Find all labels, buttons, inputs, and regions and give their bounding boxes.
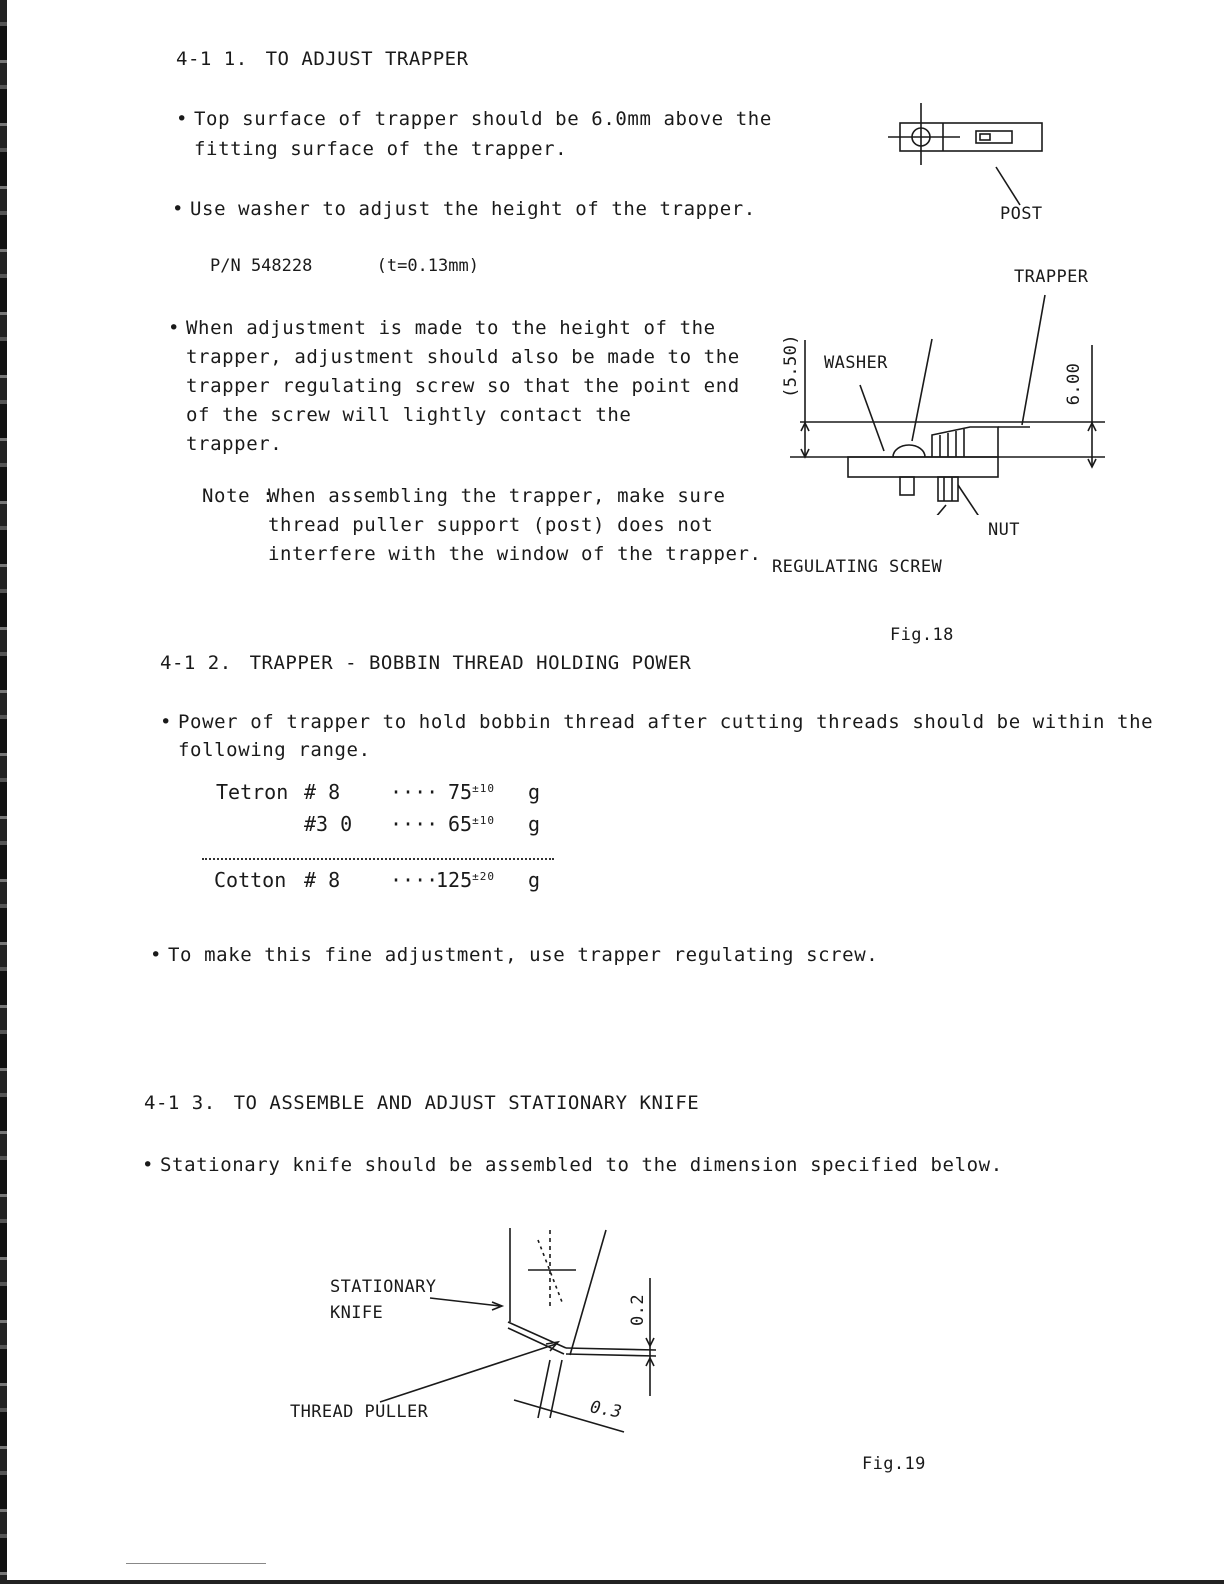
row-unit: g bbox=[528, 868, 541, 892]
text-line: interfere with the window of the trapper. bbox=[268, 543, 762, 565]
trapper-body-leader bbox=[912, 339, 932, 441]
text-line: following range. bbox=[178, 739, 371, 761]
text-line: • Power of trapper to hold bobbin thread after cutting threads should be within the bbox=[178, 711, 1154, 733]
text-line: • Top surface of trapper should be 6.0mm above the bbox=[194, 108, 772, 130]
trapper-window bbox=[976, 131, 1012, 143]
paragraph-washer bbox=[190, 194, 756, 224]
row-material: Tetron bbox=[216, 780, 289, 804]
section-number: 4-1 3. bbox=[144, 1092, 216, 1114]
text-line: STATIONARY bbox=[330, 1277, 437, 1297]
trapper-body bbox=[932, 427, 998, 457]
row-dots: ···· bbox=[390, 868, 439, 892]
label-thread-puller: THREAD PULLER bbox=[290, 1402, 429, 1422]
row-value: 75 bbox=[448, 780, 473, 804]
text-line: of the screw will lightly contact the bbox=[186, 404, 632, 426]
row-size: # 8 bbox=[304, 868, 341, 892]
note-label: Note : bbox=[202, 485, 275, 507]
knife-right-edge bbox=[570, 1230, 606, 1355]
row-unit: g bbox=[528, 812, 541, 836]
label-stationary-knife bbox=[330, 1274, 436, 1326]
text-line: • Stationary knife should be assembled to the dimension specified below. bbox=[160, 1154, 1003, 1176]
paragraph-stationary-knife bbox=[160, 1150, 1003, 1180]
text-line: thread puller support (post) does not bbox=[268, 514, 714, 536]
part-thickness: (t=0.13mm) bbox=[376, 256, 479, 276]
paragraph-regulating-screw bbox=[186, 314, 740, 459]
dim-0-3-ext-right bbox=[550, 1360, 562, 1418]
text-line: • Use washer to adjust the height of the trapper. bbox=[190, 198, 756, 220]
label-dim-horizontal: 0.3 bbox=[588, 1397, 624, 1423]
fig18-drawing bbox=[760, 95, 1130, 515]
section-title: TO ADJUST TRAPPER bbox=[265, 48, 469, 70]
section-title: TO ASSEMBLE AND ADJUST STATIONARY KNIFE bbox=[233, 1092, 700, 1114]
fig19-caption: Fig.19 bbox=[862, 1454, 926, 1474]
scan-edge bbox=[0, 0, 7, 1584]
paragraph-trapper-height bbox=[194, 104, 772, 164]
row-value: 65 bbox=[448, 812, 473, 836]
section-4-12-heading bbox=[160, 652, 691, 674]
label-regulating-screw: REGULATING SCREW bbox=[772, 557, 943, 577]
text-line: KNIFE bbox=[330, 1303, 384, 1323]
row-size: #3 0 bbox=[304, 812, 353, 836]
label-dim-vertical: 0.2 bbox=[628, 1294, 648, 1326]
fig18-caption: Fig.18 bbox=[890, 625, 954, 645]
trapper-leader bbox=[1022, 295, 1045, 425]
label-dim-left: (5.50) bbox=[781, 334, 801, 398]
post-leader bbox=[996, 167, 1020, 205]
section-number: 4-1 2. bbox=[160, 652, 232, 674]
scan-bottom-edge bbox=[0, 1580, 1224, 1584]
row-dots: ···· bbox=[390, 812, 439, 836]
text-line: • To make this fine adjustment, use trapper regulating screw. bbox=[168, 944, 879, 966]
washer-screw-head bbox=[893, 445, 925, 457]
part-number-line bbox=[210, 256, 479, 276]
puller-leader bbox=[380, 1344, 556, 1402]
section-4-13-heading bbox=[144, 1092, 699, 1114]
section-number: 4-1 1. bbox=[176, 48, 248, 70]
trapper-base bbox=[848, 457, 998, 477]
text-line: trapper. bbox=[186, 433, 283, 455]
row-dots: ···· bbox=[390, 780, 439, 804]
scan-mark bbox=[126, 1563, 266, 1564]
paragraph-fine-adjustment bbox=[168, 940, 878, 970]
note-block bbox=[202, 482, 762, 569]
text-line: trapper, adjustment should also be made to the bbox=[186, 346, 740, 368]
text-line: trapper regulating screw so that the point end bbox=[186, 375, 740, 397]
label-post: POST bbox=[1000, 204, 1043, 224]
label-trapper: TRAPPER bbox=[1014, 267, 1089, 287]
section-4-11-heading bbox=[176, 48, 469, 70]
knife-leader bbox=[430, 1298, 500, 1306]
label-nut: NUT bbox=[988, 520, 1020, 540]
text-line: fitting surface of the trapper. bbox=[194, 138, 568, 160]
label-dim-right: 6.00 bbox=[1064, 362, 1084, 406]
table-separator bbox=[202, 858, 554, 860]
nut-leader bbox=[958, 485, 986, 515]
row-tolerance: ±10 bbox=[472, 782, 495, 795]
text-line: When assembling the trapper, make sure bbox=[268, 485, 726, 507]
part-number: P/N 548228 bbox=[210, 256, 313, 276]
row-size: # 8 bbox=[304, 780, 341, 804]
section-title: TRAPPER - BOBBIN THREAD HOLDING POWER bbox=[249, 652, 692, 674]
row-unit: g bbox=[528, 780, 541, 804]
screw-shank bbox=[900, 477, 914, 495]
regulating-screw-body bbox=[938, 477, 958, 501]
row-material: Cotton bbox=[214, 868, 287, 892]
washer-leader bbox=[860, 385, 884, 451]
paragraph-holding-power bbox=[178, 708, 1153, 764]
knife-bevel bbox=[508, 1322, 566, 1348]
row-value: 125 bbox=[436, 868, 473, 892]
text-line: • When adjustment is made to the height of the bbox=[186, 317, 716, 339]
row-tolerance: ±10 bbox=[472, 814, 495, 827]
label-washer: WASHER bbox=[824, 353, 888, 373]
row-tolerance: ±20 bbox=[472, 870, 495, 883]
thread-puller-top bbox=[566, 1348, 656, 1350]
